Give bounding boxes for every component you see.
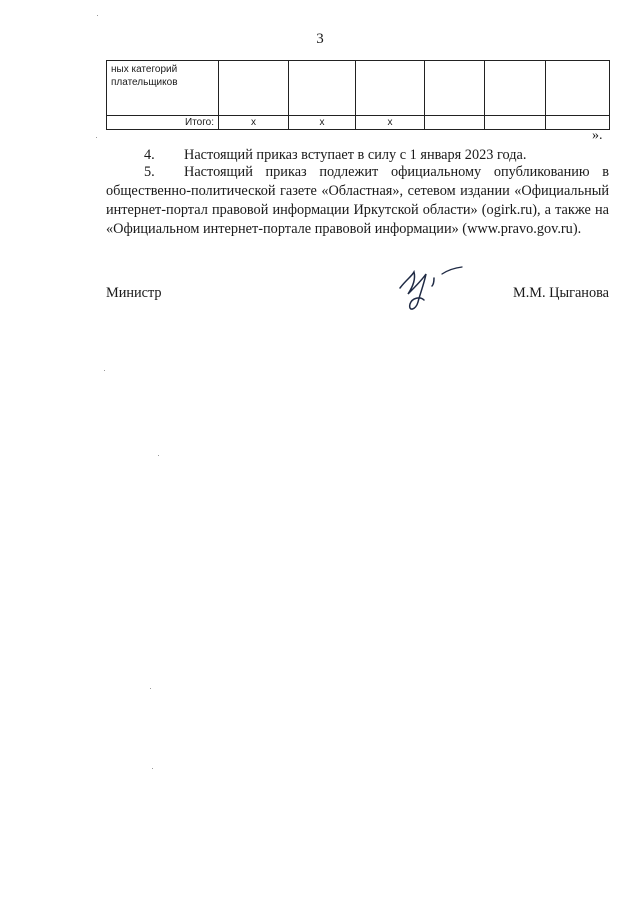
handwritten-signature [390, 258, 480, 316]
total-cell: x [289, 116, 356, 130]
total-cell [425, 116, 485, 130]
paragraph-5 [106, 163, 609, 239]
scan-artifact [104, 370, 105, 371]
scan-artifact [96, 137, 97, 138]
paragraph-text: Настоящий приказ вступает в силу с 1 января 2023 года. [184, 147, 527, 163]
total-label: Итого: [107, 116, 219, 130]
paragraph-text: Настоящий приказ подлежит официальному опубликованию в общественно-политической газете «Областная», сетевом издании «Официальный интернет-портал правовой информации Иркутской области» (ogirk.ru), а также на «Официальном интернет-портале правовой информации» (www.pravo.gov.ru). [106, 164, 609, 237]
table-cell [356, 61, 425, 116]
closing-quote: ». [592, 128, 603, 143]
table-row [107, 61, 610, 116]
table-cell [219, 61, 289, 116]
table-cell [546, 61, 610, 116]
page-number: 3 [316, 31, 324, 47]
category-cell [107, 61, 219, 116]
scan-artifact [158, 455, 159, 456]
fee-table [106, 60, 610, 130]
category-line: ных категорий [111, 64, 178, 75]
paragraph-number: 5. [144, 164, 155, 180]
table-cell [485, 61, 546, 116]
total-cell: x [219, 116, 289, 130]
total-row [107, 116, 610, 130]
signer-title: Министр [106, 285, 162, 301]
table-cell [289, 61, 356, 116]
category-line: плательщиков [111, 77, 178, 88]
table-cell [425, 61, 485, 116]
scan-artifact [150, 688, 151, 689]
signer-name: М.М. Цыганова [513, 285, 609, 301]
total-cell [485, 116, 546, 130]
scan-artifact [97, 15, 98, 16]
paragraph-number: 4. [144, 147, 155, 163]
scan-artifact [152, 768, 153, 769]
total-cell: x [356, 116, 425, 130]
